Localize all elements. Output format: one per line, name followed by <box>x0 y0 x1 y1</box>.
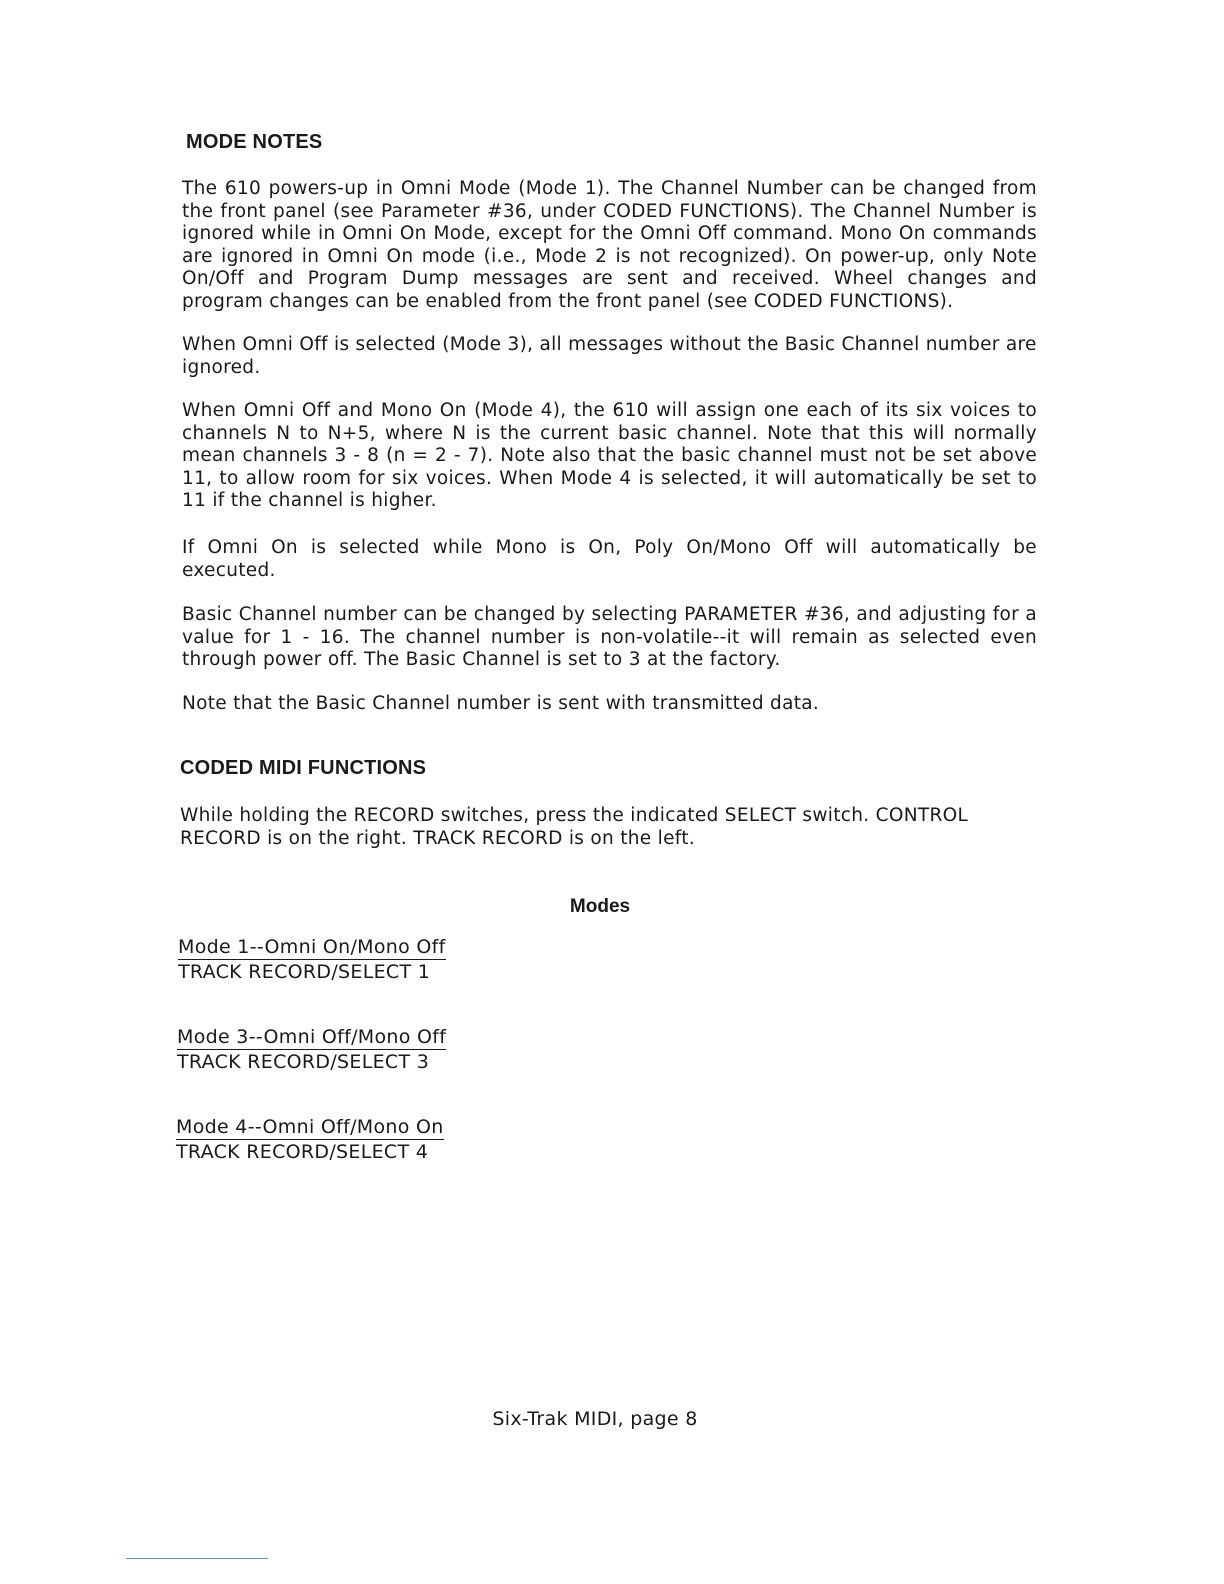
mode-command: TRACK RECORD/SELECT 1 <box>178 961 431 983</box>
mode-notes-paragraph-5: Basic Channel number can be changed by selecting PARAMETER #36, and adjusting for a value for 1 - 16. The channel number is non-volatile--it will remain as selected even through power off. The Basic Channel is set to 3 at the factory. <box>182 604 1037 670</box>
mode-title: Mode 1--Omni On/Mono Off <box>178 936 446 958</box>
mode-entry <box>176 1116 444 1163</box>
mode-notes-paragraph-3: When Omni Off and Mono On (Mode 4), the 610 will assign one each of its six voices to channels N to N+5, where N is the current basic channel. Note that this will normally mean channels 3 - 8 (n = 2 - 7). Note also that the basic channel must not be set above 11, to allow room for six voices. When Mode 4 is selected, it will automatically be set to 11 if the channel is higher. <box>182 400 1037 511</box>
mode-notes-heading: MODE NOTES <box>186 131 323 153</box>
page-footer: Six-Trak MIDI, page 8 <box>492 1408 698 1430</box>
scan-edge-line <box>126 1558 268 1559</box>
coded-midi-functions-paragraph: While holding the RECORD switches, press the indicated SELECT switch. CONTROL RECORD is on the right. TRACK RECORD is on the left. <box>180 805 969 849</box>
mode-title: Mode 4--Omni Off/Mono On <box>176 1116 444 1138</box>
modes-subheading: Modes <box>569 896 631 917</box>
mode-notes-paragraph-2: When Omni Off is selected (Mode 3), all messages without the Basic Channel number are ignored. <box>182 334 1037 378</box>
mode-notes-paragraph-1: The 610 powers-up in Omni Mode (Mode 1). The Channel Number can be changed from the front panel (see Parameter #36, under CODED FUNCTIONS). The Channel Number is ignored while in Omni On Mode, except for the Omni Off command. Mono On commands are ignored in Omni On mode (i.e., Mode 2 is not recognized). On power-up, only Note On/Off and Program Dump messages are sent and received. Wheel changes and program changes can be enabled from the front panel (see CODED FUNCTIONS). <box>182 178 1037 312</box>
mode-entry <box>178 936 446 983</box>
coded-midi-functions-heading: CODED MIDI FUNCTIONS <box>180 757 427 779</box>
mode-notes-paragraph-6: Note that the Basic Channel number is sent with transmitted data. <box>182 693 820 714</box>
mode-title: Mode 3--Omni Off/Mono Off <box>177 1026 447 1048</box>
mode-notes-paragraph-4: If Omni On is selected while Mono is On, Poly On/Mono Off will automatically be executed. <box>182 537 1037 581</box>
mode-entry <box>177 1026 446 1073</box>
mode-command: TRACK RECORD/SELECT 3 <box>177 1051 430 1073</box>
mode-command: TRACK RECORD/SELECT 4 <box>176 1141 429 1163</box>
